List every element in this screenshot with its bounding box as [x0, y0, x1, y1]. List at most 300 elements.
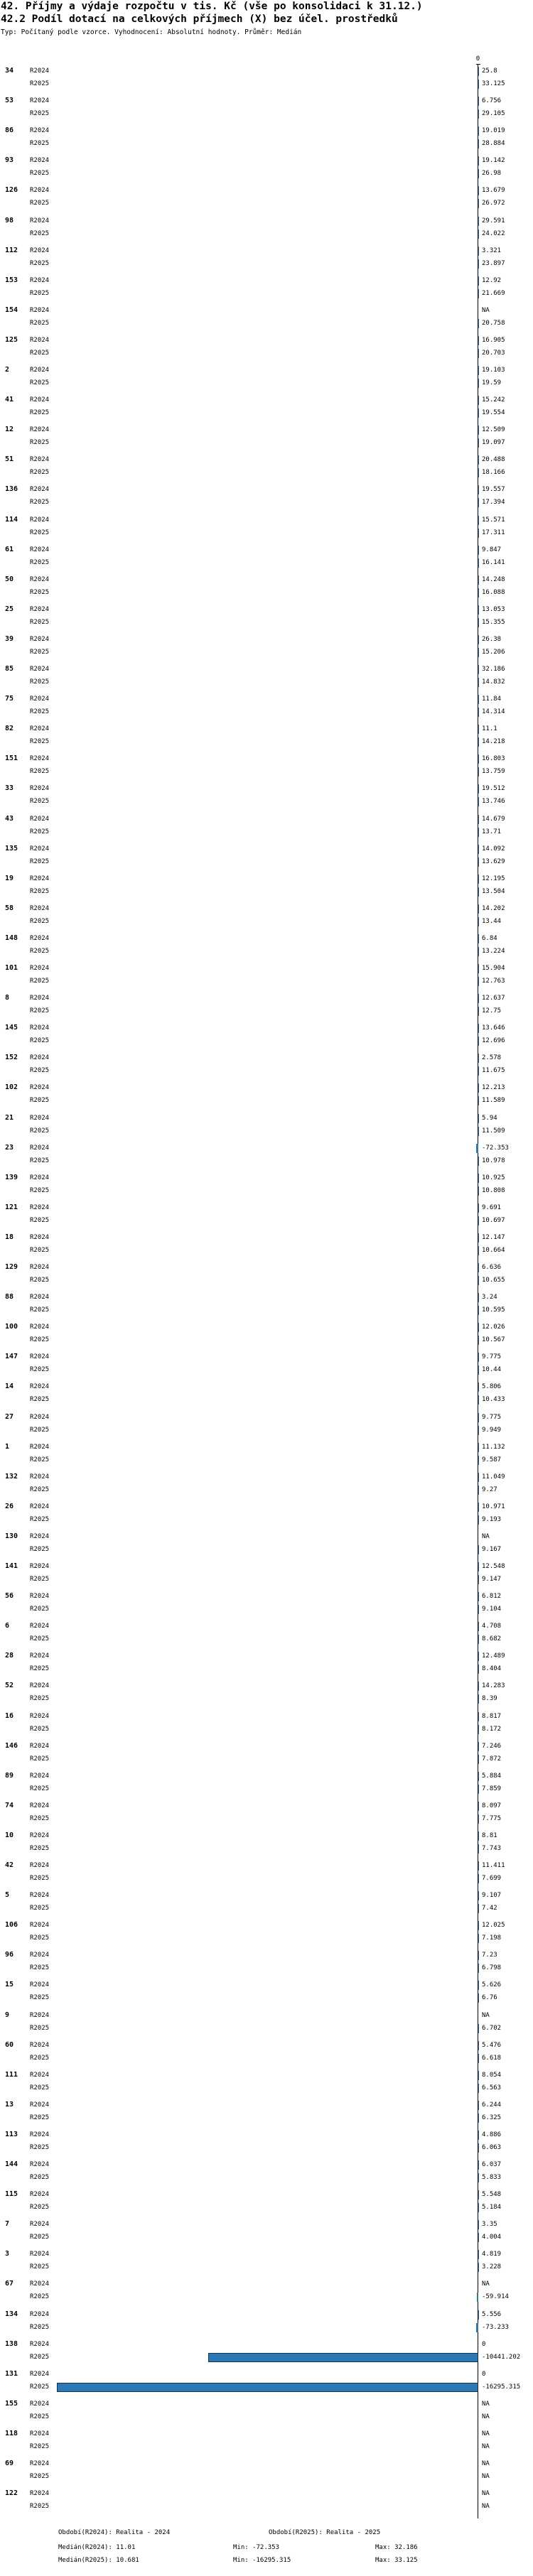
category-label: 75 [5, 695, 14, 703]
category-label: 147 [5, 1353, 18, 1361]
value-label: 11.589 [482, 1097, 505, 1105]
series-label: R2024 [30, 875, 50, 882]
category-group [0, 216, 533, 242]
category-label: 6 [5, 1622, 10, 1630]
category-label: 101 [5, 964, 18, 972]
series-label: R2024 [30, 2400, 50, 2408]
series-label: R2024 [30, 995, 50, 1002]
value-label: NA [482, 2400, 490, 2408]
value-label: 26.98 [482, 170, 502, 178]
value-label: 5.806 [482, 1383, 502, 1391]
value-label: 10.44 [482, 1366, 502, 1374]
series-label: R2025 [30, 2323, 50, 2331]
value-label: 14.679 [482, 815, 505, 823]
value-label: 15.242 [482, 396, 505, 404]
data-bar [478, 904, 479, 914]
data-bar [478, 767, 479, 776]
value-label: 6.618 [482, 2054, 502, 2062]
value-label: 19.019 [482, 127, 505, 135]
data-bar [478, 217, 479, 226]
category-group [0, 1920, 533, 1946]
series-label: R2025 [30, 1426, 50, 1434]
value-label: 13.646 [482, 1024, 505, 1032]
series-label: R2025 [30, 259, 50, 267]
category-group [0, 1532, 533, 1557]
value-label: 10.971 [482, 1503, 505, 1510]
series-label: R2025 [30, 1456, 50, 1463]
category-label: 145 [5, 1024, 18, 1032]
category-label: 121 [5, 1203, 18, 1211]
series-label: R2024 [30, 2310, 50, 2318]
series-label: R2025 [30, 1665, 50, 1673]
legend-period-r2025: Období(R2025): Realita - 2025 [269, 2529, 381, 2536]
category-group [0, 575, 533, 600]
value-label: 10.978 [482, 1157, 505, 1164]
category-label: 39 [5, 634, 14, 643]
category-group [0, 1382, 533, 1407]
data-bar [478, 169, 479, 178]
value-label: 20.488 [482, 456, 505, 464]
value-label: 14.832 [482, 678, 505, 686]
series-label: R2024 [30, 2011, 50, 2019]
series-label: R2024 [30, 904, 50, 912]
value-label: 6.325 [482, 2114, 502, 2121]
series-label: R2024 [30, 1532, 50, 1540]
series-label: R2025 [30, 1157, 50, 1164]
value-label: 6.76 [482, 1994, 497, 2002]
value-label: 14.248 [482, 575, 505, 583]
value-label: 3.35 [482, 2221, 497, 2229]
series-label: R2025 [30, 947, 50, 955]
category-label: 153 [5, 276, 18, 284]
series-label: R2025 [30, 2204, 50, 2212]
series-label: R2024 [30, 1203, 50, 1211]
series-label: R2025 [30, 200, 50, 207]
category-group [0, 1203, 533, 1228]
value-label: 13.44 [482, 917, 502, 925]
value-label: 5.884 [482, 1772, 502, 1780]
value-label: NA [482, 2490, 490, 2498]
series-label: R2025 [30, 738, 50, 746]
value-label: 16.905 [482, 336, 505, 344]
data-bar [478, 109, 479, 119]
category-group [0, 246, 533, 271]
category-label: 135 [5, 844, 18, 853]
series-label: R2024 [30, 2101, 50, 2109]
value-label: 12.763 [482, 978, 505, 985]
series-label: R2025 [30, 1485, 50, 1493]
series-label: R2025 [30, 529, 50, 536]
data-bar [478, 1682, 479, 1691]
series-label: R2024 [30, 426, 50, 434]
category-label: 96 [5, 1951, 14, 1959]
data-bar [478, 67, 479, 76]
data-bar [478, 797, 479, 806]
value-label: 15.355 [482, 618, 505, 626]
value-label: 8.097 [482, 1802, 502, 1809]
value-label: 18.166 [482, 469, 505, 477]
series-label: R2025 [30, 2174, 50, 2181]
series-label: R2024 [30, 2131, 50, 2138]
category-label: 16 [5, 1711, 14, 1720]
value-label: 10.655 [482, 1277, 505, 1284]
series-label: R2024 [30, 1892, 50, 1900]
series-label: R2024 [30, 2161, 50, 2168]
value-label: 5.476 [482, 2041, 502, 2049]
series-label: R2025 [30, 1067, 50, 1075]
series-label: R2025 [30, 1964, 50, 1972]
value-label: 19.59 [482, 379, 502, 386]
value-label: 10.808 [482, 1186, 505, 1194]
series-label: R2024 [30, 1473, 50, 1481]
category-label: 18 [5, 1233, 14, 1241]
data-bar [478, 845, 479, 854]
series-label: R2025 [30, 319, 50, 327]
series-label: R2025 [30, 678, 50, 686]
category-group [0, 993, 533, 1019]
value-label: 13.053 [482, 605, 505, 613]
category-label: 74 [5, 1801, 14, 1809]
value-label: 12.147 [482, 1233, 505, 1241]
series-label: R2024 [30, 1682, 50, 1690]
series-label: R2025 [30, 439, 50, 447]
series-label: R2024 [30, 1652, 50, 1660]
series-label: R2025 [30, 2413, 50, 2420]
series-label: R2025 [30, 708, 50, 716]
series-label: R2024 [30, 456, 50, 464]
series-label: R2024 [30, 2430, 50, 2437]
data-bar [478, 618, 479, 627]
series-label: R2025 [30, 1037, 50, 1045]
data-bar [478, 139, 479, 148]
value-label: NA [482, 1532, 490, 1540]
category-label: 141 [5, 1562, 18, 1570]
series-label: R2024 [30, 635, 50, 643]
category-label: 33 [5, 784, 14, 793]
value-label: 12.92 [482, 276, 502, 284]
series-label: R2025 [30, 110, 50, 118]
value-label: 5.556 [482, 2310, 502, 2318]
data-bar [478, 964, 479, 973]
value-label: 9.193 [482, 1515, 502, 1523]
series-label: R2025 [30, 1814, 50, 1822]
legend-median-r2024: Medián(R2024): 11.01 [58, 2544, 136, 2551]
category-group [0, 365, 533, 391]
value-label: 4.708 [482, 1623, 502, 1630]
legend-max-r2025: Max: 33.125 [375, 2557, 418, 2564]
category-label: 139 [5, 1173, 18, 1181]
series-label: R2025 [30, 618, 50, 626]
series-label: R2024 [30, 2191, 50, 2199]
series-label: R2024 [30, 2460, 50, 2467]
data-bar [478, 468, 479, 477]
category-label: 111 [5, 2070, 18, 2079]
value-label: 9.104 [482, 1606, 502, 1613]
category-label: 13 [5, 2100, 14, 2109]
category-label: 129 [5, 1263, 18, 1271]
value-label: 9.775 [482, 1353, 502, 1361]
data-bar [478, 784, 479, 794]
category-label: 34 [5, 67, 14, 75]
data-bar [478, 635, 479, 644]
category-label: 118 [5, 2429, 18, 2437]
series-label: R2024 [30, 2340, 50, 2348]
series-label: R2024 [30, 247, 50, 254]
value-label: 5.184 [482, 2204, 502, 2212]
series-label: R2024 [30, 1024, 50, 1032]
series-label: R2024 [30, 276, 50, 284]
data-bar [478, 648, 479, 657]
category-label: 82 [5, 725, 14, 733]
series-label: R2024 [30, 1563, 50, 1570]
series-label: R2024 [30, 845, 50, 853]
category-label: 69 [5, 2459, 14, 2467]
category-group [0, 1143, 533, 1169]
value-label: -73.233 [482, 2323, 509, 2331]
data-bar [478, 815, 479, 824]
category-label: 43 [5, 814, 14, 823]
value-label: 11.675 [482, 1067, 505, 1075]
series-label: R2024 [30, 1772, 50, 1780]
series-label: R2024 [30, 965, 50, 972]
series-label: R2025 [30, 2114, 50, 2121]
series-label: R2025 [30, 558, 50, 566]
category-label: 126 [5, 186, 18, 195]
category-label: 3 [5, 2250, 10, 2258]
data-bar [476, 1144, 478, 1153]
value-label: 13.224 [482, 947, 505, 955]
value-label: 7.859 [482, 1785, 502, 1792]
series-label: R2024 [30, 1114, 50, 1122]
legend-max-r2024: Max: 32.186 [375, 2544, 418, 2551]
value-label: 5.833 [482, 2174, 502, 2181]
category-group [0, 904, 533, 929]
series-label: R2025 [30, 1875, 50, 1882]
value-label: 0 [482, 2370, 486, 2378]
category-group [0, 694, 533, 720]
value-label: NA [482, 2280, 490, 2288]
series-label: R2025 [30, 1306, 50, 1314]
series-label: R2024 [30, 127, 50, 135]
data-bar [478, 259, 479, 269]
value-label: 12.75 [482, 1007, 502, 1015]
series-label: R2025 [30, 917, 50, 925]
series-label: R2024 [30, 157, 50, 165]
series-label: R2025 [30, 2263, 50, 2271]
category-label: 132 [5, 1472, 18, 1481]
category-label: 12 [5, 426, 14, 434]
series-label: R2025 [30, 140, 50, 148]
data-bar [478, 319, 479, 328]
value-label: 4.819 [482, 2251, 502, 2258]
series-label: R2024 [30, 1353, 50, 1361]
category-group [0, 1711, 533, 1737]
value-label: 15.571 [482, 516, 505, 524]
series-label: R2025 [30, 1007, 50, 1015]
category-label: 10 [5, 1831, 14, 1839]
series-label: R2025 [30, 170, 50, 178]
value-label: 12.213 [482, 1084, 505, 1092]
category-group [0, 1950, 533, 1976]
value-label: 19.512 [482, 785, 505, 793]
series-label: R2024 [30, 815, 50, 823]
category-label: 122 [5, 2489, 18, 2498]
series-label: R2025 [30, 768, 50, 776]
value-label: 16.141 [482, 558, 505, 566]
series-label: R2025 [30, 648, 50, 656]
value-label: 10.433 [482, 1396, 505, 1404]
category-label: 53 [5, 97, 14, 105]
series-label: R2024 [30, 516, 50, 524]
series-label: R2024 [30, 755, 50, 763]
series-label: R2024 [30, 367, 50, 374]
data-bar [478, 126, 479, 136]
value-label: 32.186 [482, 666, 505, 673]
category-label: 113 [5, 2130, 18, 2138]
category-label: 98 [5, 216, 14, 224]
category-label: 154 [5, 305, 18, 314]
data-bar [478, 529, 479, 538]
category-label: 152 [5, 1054, 18, 1062]
category-label: 51 [5, 455, 14, 464]
category-label: 134 [5, 2310, 18, 2318]
legend-period-r2024: Období(R2024): Realita - 2024 [58, 2529, 171, 2536]
series-label: R2025 [30, 499, 50, 507]
value-label: 23.897 [482, 259, 505, 267]
value-label: 13.679 [482, 187, 505, 195]
series-label: R2025 [30, 857, 50, 865]
category-group [0, 2399, 533, 2425]
value-label: NA [482, 2442, 490, 2450]
category-label: 27 [5, 1412, 14, 1421]
value-label: 7.743 [482, 1844, 502, 1852]
category-label: 102 [5, 1083, 18, 1092]
category-label: 86 [5, 126, 14, 135]
category-group [0, 1023, 533, 1049]
category-label: 41 [5, 396, 14, 404]
data-bar [476, 2323, 478, 2332]
series-label: R2024 [30, 1264, 50, 1271]
series-label: R2024 [30, 1174, 50, 1181]
category-group [0, 1591, 533, 1617]
category-label: 146 [5, 1741, 18, 1750]
legend-median-r2025: Medián(R2025): 10.681 [58, 2557, 139, 2564]
value-label: 3.24 [482, 1294, 497, 1301]
value-label: 9.587 [482, 1456, 502, 1463]
series-label: R2024 [30, 2251, 50, 2258]
value-label: 7.246 [482, 1742, 502, 1750]
value-label: 6.037 [482, 2161, 502, 2168]
value-label: 12.696 [482, 1037, 505, 1045]
value-label: 13.759 [482, 768, 505, 776]
category-group [0, 395, 533, 421]
series-label: R2024 [30, 1503, 50, 1510]
data-bar [478, 336, 479, 345]
category-group [0, 963, 533, 989]
series-label: R2024 [30, 934, 50, 942]
data-bar [478, 678, 479, 687]
category-group [0, 2100, 533, 2126]
value-label: 13.71 [482, 828, 502, 835]
value-label: 17.311 [482, 529, 505, 536]
series-label: R2024 [30, 1084, 50, 1092]
value-label: -59.914 [482, 2293, 509, 2301]
value-label: 7.775 [482, 1814, 502, 1822]
category-label: 60 [5, 2040, 14, 2049]
series-label: R2025 [30, 1396, 50, 1404]
category-group [0, 1412, 533, 1438]
value-label: -16295.315 [482, 2383, 521, 2391]
category-label: 42 [5, 1861, 14, 1869]
category-label: 144 [5, 2160, 18, 2168]
chart-subtitle: 42.2 Podíl dotací na celkových příjmech (X) bez účel. prostředků [1, 13, 398, 25]
series-label: R2024 [30, 2490, 50, 2498]
series-label: R2025 [30, 1277, 50, 1284]
value-label: 11.84 [482, 696, 502, 703]
value-label: 5.548 [482, 2191, 502, 2199]
data-bar [478, 366, 479, 375]
data-bar [478, 438, 479, 448]
series-label: R2025 [30, 2293, 50, 2301]
series-label: R2025 [30, 588, 50, 596]
category-group [0, 664, 533, 690]
category-group [0, 335, 533, 361]
category-label: 7 [5, 2220, 10, 2229]
category-label: 85 [5, 665, 14, 673]
category-label: 25 [5, 605, 14, 613]
value-label: 6.563 [482, 2084, 502, 2091]
category-group [0, 1472, 533, 1498]
series-label: R2025 [30, 2383, 50, 2391]
value-label: NA [482, 2011, 490, 2019]
value-label: NA [482, 2460, 490, 2467]
value-label: 11.509 [482, 1127, 505, 1135]
category-group [0, 1173, 533, 1198]
category-group [0, 1890, 533, 1916]
x-tick-label: 0 [475, 55, 480, 63]
data-bar [478, 737, 479, 747]
value-label: 33.125 [482, 80, 505, 87]
series-label: R2025 [30, 1515, 50, 1523]
category-group [0, 1651, 533, 1677]
value-label: 10.697 [482, 1216, 505, 1224]
value-label: 6.798 [482, 1964, 502, 1972]
data-bar [478, 289, 479, 298]
series-label: R2024 [30, 306, 50, 314]
category-group [0, 2279, 533, 2305]
category-label: 2 [5, 366, 10, 374]
value-label: 8.404 [482, 1665, 502, 1673]
category-group [0, 1562, 533, 1587]
value-label: 19.554 [482, 409, 505, 417]
data-bar [57, 2383, 478, 2392]
data-bar [478, 588, 479, 597]
series-label: R2024 [30, 666, 50, 673]
category-label: 112 [5, 246, 18, 254]
series-label: R2025 [30, 409, 50, 417]
category-label: 61 [5, 545, 14, 553]
series-label: R2024 [30, 785, 50, 793]
series-label: R2025 [30, 1994, 50, 2002]
series-label: R2024 [30, 187, 50, 195]
series-label: R2025 [30, 1246, 50, 1254]
series-label: R2024 [30, 1233, 50, 1241]
series-label: R2025 [30, 2353, 50, 2361]
category-group [0, 1292, 533, 1318]
category-group [0, 2070, 533, 2096]
series-label: R2024 [30, 1383, 50, 1391]
series-label: R2025 [30, 2473, 50, 2480]
